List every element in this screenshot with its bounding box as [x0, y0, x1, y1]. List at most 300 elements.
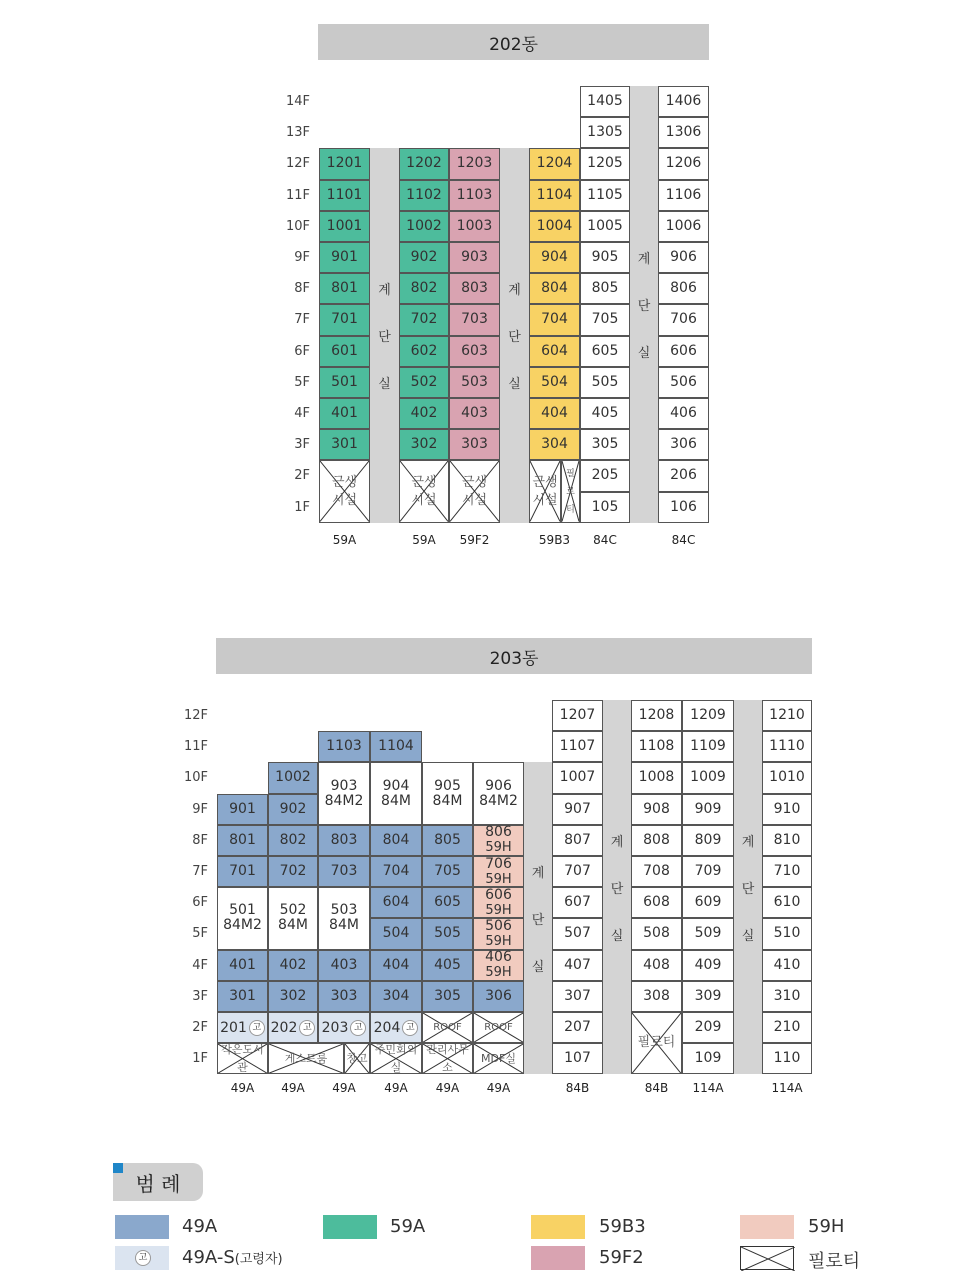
- unit-202-604-text-0: 604: [541, 342, 568, 359]
- unit-203-201-text-0: 201 고: [220, 1020, 265, 1036]
- unit-202-306-text-0: 306: [670, 436, 697, 453]
- unit-203-906-text-1: 84M2: [479, 792, 518, 809]
- unit-202-105: [580, 492, 630, 523]
- stairwell-202-a-char-2: 실: [378, 377, 391, 393]
- stairwell-203-a: [524, 762, 552, 1074]
- roof-203-b: [473, 1012, 524, 1043]
- facility-202-d-text-1: 시설: [532, 492, 558, 508]
- unit-202-1105-text-0: 1105: [587, 186, 623, 203]
- unit-203-704: [370, 856, 422, 887]
- unit-203-708-text-0: 708: [643, 863, 670, 880]
- unit-202-305: [580, 429, 630, 460]
- unit-203-609-text-0: 609: [694, 894, 722, 911]
- unit-203-506: [473, 918, 524, 949]
- unit-203-408: [631, 950, 682, 981]
- unit-203-803: [318, 825, 370, 856]
- unit-203-604-text-0: 604: [382, 894, 410, 911]
- floor-label-202-12F: 12F: [285, 156, 310, 172]
- type-label-203-5: 49A: [486, 1081, 511, 1095]
- unit-202-1004-text-0: 1004: [536, 217, 573, 234]
- unit-203-1103-text-0: 1103: [326, 738, 362, 755]
- unit-202-302: [399, 429, 449, 460]
- unit-203-806-text-0: 806: [485, 824, 512, 841]
- unit-203-903-text-0: 903: [330, 777, 358, 794]
- unit-202-1202-text-0: 1202: [406, 155, 442, 172]
- unit-202-506-text-0: 506: [670, 373, 697, 390]
- unit-202-404: [529, 398, 580, 429]
- unit-202-701: [319, 304, 370, 335]
- floor-label-202-5F: 5F: [294, 374, 310, 390]
- type-label-202-2: 59F2: [459, 533, 490, 547]
- unit-203-802-text-0: 802: [279, 831, 307, 848]
- unit-202-1101: [319, 180, 370, 211]
- unit-203-505-text-0: 505: [434, 925, 461, 942]
- unit-203-707: [552, 856, 603, 887]
- unit-203-901: [217, 794, 268, 825]
- floor-label-202-11F: 11F: [285, 187, 310, 203]
- unit-203-707-text-0: 707: [564, 863, 591, 880]
- unit-203-408-text-0: 408: [643, 956, 670, 973]
- unit-203-306-text-0: 306: [485, 987, 512, 1004]
- unit-202-602-text-0: 602: [410, 342, 438, 359]
- unit-203-810: [762, 825, 812, 856]
- floor-label-202-7F: 7F: [294, 312, 310, 328]
- unit-202-802: [399, 273, 449, 304]
- unit-203-509-text-0: 509: [694, 925, 722, 942]
- unit-203-606: [473, 887, 524, 918]
- legend-label-59h: 59H: [808, 1216, 845, 1237]
- unit-203-703: [318, 856, 370, 887]
- unit-202-803: [449, 273, 500, 304]
- unit-202-702-text-0: 702: [410, 311, 438, 328]
- unit-203-1010-text-0: 1010: [769, 769, 805, 786]
- facility-202-b-text-0: 근생: [411, 474, 437, 490]
- legend-label-49a-s-note: (고령자): [234, 1252, 283, 1267]
- unit-203-908: [631, 794, 682, 825]
- unit-202-401-text-0: 401: [331, 405, 358, 422]
- unit-203-507-text-0: 507: [564, 925, 591, 942]
- unit-203-610: [762, 887, 812, 918]
- facility-202-b: [399, 460, 449, 522]
- unit-203-607: [552, 887, 603, 918]
- unit-202-1103-text-0: 1103: [456, 186, 493, 203]
- facility-202-d: [529, 460, 561, 522]
- unit-202-505-text-0: 505: [591, 373, 619, 390]
- unit-203-405: [422, 950, 473, 981]
- legend-swatch-49a: [115, 1215, 169, 1239]
- legend-label-49a-s: [182, 1247, 283, 1268]
- unit-203-204: [370, 1012, 422, 1043]
- unit-202-705-text-0: 705: [591, 311, 619, 328]
- unit-203-501-text-1: 84M2: [223, 917, 262, 934]
- unit-203-801-text-0: 801: [229, 831, 256, 848]
- unit-202-1406-text-0: 1406: [665, 93, 702, 110]
- unit-203-309-text-0: 309: [694, 987, 722, 1004]
- unit-202-605-text-0: 605: [591, 342, 619, 359]
- unit-203-902: [268, 794, 318, 825]
- unit-202-701-text-0: 701: [331, 311, 358, 328]
- unit-203-903-text-1: 84M2: [324, 792, 364, 809]
- floor-label-202-13F: 13F: [285, 125, 310, 141]
- unit-202-1204: [529, 148, 580, 179]
- stairwell-203-c: [734, 700, 762, 1074]
- legend-swatch-49a-s: [115, 1246, 169, 1270]
- unit-202-106: [658, 492, 709, 523]
- unit-203-305: [422, 981, 473, 1012]
- unit-202-1203-text-0: 1203: [456, 155, 493, 172]
- unit-203-504-text-0: 504: [382, 925, 410, 942]
- unit-202-606: [658, 336, 709, 367]
- floor-label-203-10F: 10F: [183, 770, 208, 786]
- facility-202-c-text-0: 근생: [461, 474, 488, 490]
- unit-203-1110-text-0: 1110: [769, 738, 805, 755]
- unit-203-702: [268, 856, 318, 887]
- unit-202-1003-text-0: 1003: [456, 217, 493, 234]
- piloti-203: [631, 1012, 682, 1074]
- unit-203-306: [473, 981, 524, 1012]
- unit-203-501: [217, 887, 268, 949]
- floor-label-202-9F: 9F: [294, 250, 310, 265]
- unit-202-706: [658, 304, 709, 335]
- unit-203-508: [631, 918, 682, 949]
- type-label-202-5: 84C: [671, 533, 696, 547]
- unit-202-1005: [580, 211, 630, 242]
- unit-202-1205-text-0: 1205: [587, 155, 623, 172]
- unit-203-904-text-0: 904: [382, 777, 410, 794]
- unit-203-703-text-0: 703: [330, 863, 358, 880]
- unit-203-908-text-0: 908: [643, 800, 670, 817]
- unit-202-1005-text-0: 1005: [587, 217, 623, 234]
- unit-202-205: [580, 460, 630, 491]
- unit-203-1107: [552, 731, 603, 762]
- unit-202-805-text-0: 805: [591, 280, 619, 297]
- unit-202-306: [658, 429, 709, 460]
- unit-203-909: [682, 794, 734, 825]
- legend-swatch-59b3: [531, 1215, 585, 1239]
- unit-202-806-text-0: 806: [670, 280, 697, 297]
- unit-202-1103: [449, 180, 500, 211]
- unit-203-402: [268, 950, 318, 981]
- unit-203-110-text-0: 110: [773, 1050, 801, 1067]
- unit-202-1204-text-0: 1204: [536, 155, 573, 172]
- unit-203-202-text-0: 202 고: [271, 1020, 316, 1036]
- facility-203-1-text-0: 게스트룸: [284, 1051, 328, 1065]
- facility-202-b-text-1: 시설: [411, 492, 437, 508]
- unit-203-906-text-0: 906: [485, 777, 512, 794]
- unit-202-1006: [658, 211, 709, 242]
- unit-202-802-text-0: 802: [410, 280, 438, 297]
- unit-202-801-text-0: 801: [331, 280, 358, 297]
- stairwell-203-c-char-2: 실: [741, 928, 755, 944]
- unit-203-310-text-0: 310: [773, 987, 801, 1004]
- legend-swatch-59a: [323, 1215, 377, 1239]
- unit-202-605: [580, 336, 630, 367]
- unit-203-808: [631, 825, 682, 856]
- unit-202-706-text-0: 706: [670, 311, 697, 328]
- unit-203-907-text-0: 907: [564, 800, 591, 817]
- unit-203-904: [370, 762, 422, 824]
- unit-203-804: [370, 825, 422, 856]
- unit-203-309: [682, 981, 734, 1012]
- unit-202-303-text-0: 303: [461, 436, 488, 453]
- legend-label-piloti: 필로티: [808, 1251, 861, 1272]
- stairwell-203-a-char-0: 계: [531, 865, 545, 881]
- stairwell-203-b-char-0: 계: [610, 834, 624, 850]
- unit-203-502-text-0: 502: [279, 902, 307, 919]
- unit-203-909-text-0: 909: [694, 800, 722, 817]
- facility-203-3-text-0: 주민회의실: [374, 1042, 418, 1074]
- unit-202-705: [580, 304, 630, 335]
- type-label-202-4: 84C: [593, 533, 617, 547]
- floor-label-202-4F: 4F: [294, 406, 310, 421]
- unit-202-501-text-0: 501: [331, 373, 358, 390]
- unit-203-209-text-0: 209: [694, 1019, 722, 1036]
- unit-203-304-text-0: 304: [382, 987, 410, 1004]
- unit-203-1010: [762, 762, 812, 793]
- unit-203-109: [682, 1043, 734, 1074]
- unit-203-407-text-0: 407: [564, 956, 591, 973]
- unit-203-401: [217, 950, 268, 981]
- unit-202-1104: [529, 180, 580, 211]
- facility-202-d-text-0: 근생: [532, 474, 558, 490]
- floor-label-202-8F: 8F: [294, 281, 310, 297]
- legend-label-59b3: 59B3: [599, 1216, 646, 1237]
- unit-203-1210-text-0: 1210: [769, 707, 805, 724]
- stairwell-203-b-char-2: 실: [610, 928, 624, 944]
- unit-202-905-text-0: 905: [591, 249, 619, 266]
- stairwell-203-c-char-1: 단: [741, 881, 755, 897]
- stairwell-203-a-char-2: 실: [531, 959, 545, 975]
- unit-203-302: [268, 981, 318, 1012]
- unit-203-708: [631, 856, 682, 887]
- unit-203-807: [552, 825, 603, 856]
- unit-202-401: [319, 398, 370, 429]
- unit-203-301-text-0: 301: [229, 987, 256, 1004]
- unit-203-110: [762, 1043, 812, 1074]
- facility-202-c: [449, 460, 500, 522]
- unit-203-608: [631, 887, 682, 918]
- unit-203-1208: [631, 700, 682, 731]
- unit-203-303: [318, 981, 370, 1012]
- unit-203-802: [268, 825, 318, 856]
- unit-202-602: [399, 336, 449, 367]
- unit-202-1206-text-0: 1206: [665, 155, 702, 172]
- unit-203-1208-text-0: 1208: [638, 707, 675, 724]
- unit-203-307-text-0: 307: [564, 987, 591, 1004]
- unit-202-1003: [449, 211, 500, 242]
- unit-202-206: [658, 460, 709, 491]
- facility-202-a-text-0: 근생: [331, 474, 358, 490]
- unit-203-1107-text-0: 1107: [559, 738, 596, 755]
- unit-202-805: [580, 273, 630, 304]
- unit-202-1203: [449, 148, 500, 179]
- unit-203-210: [762, 1012, 812, 1043]
- unit-203-308-text-0: 308: [643, 987, 670, 1004]
- stairwell-202-c: [630, 86, 658, 523]
- type-label-203-9: 114A: [771, 1081, 803, 1095]
- unit-202-904: [529, 242, 580, 273]
- unit-202-303: [449, 429, 500, 460]
- unit-202-503-text-0: 503: [461, 373, 488, 390]
- floor-label-203-9F: 9F: [192, 801, 208, 817]
- unit-203-510: [762, 918, 812, 949]
- type-label-203-4: 49A: [435, 1081, 460, 1095]
- unit-203-308: [631, 981, 682, 1012]
- unit-203-910: [762, 794, 812, 825]
- unit-203-107: [552, 1043, 603, 1074]
- unit-203-504: [370, 918, 422, 949]
- unit-202-1305: [580, 117, 630, 148]
- unit-203-809-text-0: 809: [694, 831, 722, 848]
- unit-203-508-text-0: 508: [643, 925, 670, 942]
- legend-label-49a-s-text: 49A-S: [182, 1247, 235, 1268]
- unit-202-806: [658, 273, 709, 304]
- facility-203-5: [473, 1043, 524, 1074]
- unit-203-202: [268, 1012, 318, 1043]
- piloti-202-text-0: 필로티: [566, 468, 575, 515]
- unit-203-406-text-1: 59H: [485, 965, 512, 981]
- facility-203-0: [217, 1043, 268, 1074]
- unit-202-504-text-0: 504: [541, 373, 568, 390]
- unit-202-606-text-0: 606: [670, 342, 697, 359]
- unit-203-709-text-0: 709: [694, 863, 722, 880]
- unit-203-805-text-0: 805: [434, 831, 461, 848]
- unit-202-405: [580, 398, 630, 429]
- unit-203-509: [682, 918, 734, 949]
- unit-203-207: [552, 1012, 603, 1043]
- unit-203-608-text-0: 608: [643, 894, 670, 911]
- floor-label-202-3F: 3F: [294, 437, 310, 453]
- unit-203-1007-text-0: 1007: [559, 769, 596, 786]
- unit-203-404-text-0: 404: [382, 956, 410, 973]
- unit-202-1206: [658, 148, 709, 179]
- unit-202-906-text-0: 906: [670, 249, 697, 266]
- unit-203-301: [217, 981, 268, 1012]
- facility-203-4-text-0: 관리사무소: [426, 1042, 469, 1074]
- elderly-badge: 고: [299, 1020, 315, 1036]
- unit-203-607-text-0: 607: [564, 894, 591, 911]
- unit-203-1007: [552, 762, 603, 793]
- stairwell-202-c-char-1: 단: [637, 298, 651, 314]
- unit-203-902-text-0: 902: [279, 800, 307, 817]
- unit-203-1009: [682, 762, 734, 793]
- unit-202-1201: [319, 148, 370, 179]
- unit-202-505: [580, 367, 630, 398]
- unit-203-505: [422, 918, 473, 949]
- unit-203-1207: [552, 700, 603, 731]
- unit-202-304: [529, 429, 580, 460]
- unit-202-601-text-0: 601: [331, 342, 358, 359]
- unit-202-901: [319, 242, 370, 273]
- floor-label-202-2F: 2F: [294, 468, 310, 484]
- unit-203-605: [422, 887, 473, 918]
- building-202-title: 202동: [318, 24, 709, 60]
- unit-202-402: [399, 398, 449, 429]
- unit-202-1106: [658, 180, 709, 211]
- roof-203-a-text-0: ROOF: [433, 1021, 462, 1033]
- facility-203-2: [344, 1043, 370, 1074]
- unit-202-902-text-0: 902: [410, 249, 438, 266]
- unit-202-703-text-0: 703: [461, 311, 488, 328]
- unit-202-403: [449, 398, 500, 429]
- unit-203-410-text-0: 410: [773, 956, 801, 973]
- unit-202-503: [449, 367, 500, 398]
- unit-203-404: [370, 950, 422, 981]
- unit-202-905: [580, 242, 630, 273]
- stairwell-202-b-char-2: 실: [508, 377, 521, 393]
- unit-202-1001: [319, 211, 370, 242]
- unit-203-706-text-1: 59H: [485, 871, 512, 887]
- roof-203-b-text-0: ROOF: [484, 1021, 513, 1033]
- unit-202-506: [658, 367, 709, 398]
- unit-203-503: [318, 887, 370, 949]
- unit-202-603: [449, 336, 500, 367]
- unit-203-506-text-0: 506: [485, 917, 512, 934]
- floor-label-202-1F: 1F: [294, 499, 310, 515]
- unit-202-601: [319, 336, 370, 367]
- unit-203-702-text-0: 702: [279, 863, 307, 880]
- unit-202-801: [319, 273, 370, 304]
- unit-203-107-text-0: 107: [564, 1050, 591, 1067]
- unit-202-804: [529, 273, 580, 304]
- unit-202-502: [399, 367, 449, 398]
- unit-203-809: [682, 825, 734, 856]
- unit-203-805: [422, 825, 473, 856]
- type-label-202-3: 59B3: [538, 533, 571, 547]
- unit-203-1210: [762, 700, 812, 731]
- unit-202-406: [658, 398, 709, 429]
- unit-203-803-text-0: 803: [330, 831, 358, 848]
- unit-203-203: [318, 1012, 370, 1043]
- unit-202-604: [529, 336, 580, 367]
- unit-202-703: [449, 304, 500, 335]
- unit-202-301: [319, 429, 370, 460]
- unit-202-903-text-0: 903: [461, 249, 488, 266]
- unit-203-407: [552, 950, 603, 981]
- unit-203-705-text-0: 705: [434, 863, 461, 880]
- unit-203-303-text-0: 303: [330, 987, 358, 1004]
- unit-203-704-text-0: 704: [382, 863, 410, 880]
- unit-202-301-text-0: 301: [331, 436, 358, 453]
- unit-202-804-text-0: 804: [541, 280, 568, 297]
- floor-label-203-5F: 5F: [192, 926, 208, 942]
- unit-203-406-text-0: 406: [485, 949, 512, 966]
- unit-203-207-text-0: 207: [564, 1019, 591, 1036]
- unit-203-503-text-1: 84M: [329, 917, 359, 934]
- unit-203-709: [682, 856, 734, 887]
- legend-swatch-59h: [740, 1215, 794, 1239]
- legend-title: 범 례: [113, 1163, 203, 1201]
- unit-202-406-text-0: 406: [670, 405, 697, 422]
- unit-203-609: [682, 887, 734, 918]
- unit-203-806: [473, 825, 524, 856]
- unit-202-504: [529, 367, 580, 398]
- unit-203-507: [552, 918, 603, 949]
- facility-202-a-text-1: 시설: [331, 492, 358, 508]
- unit-203-701-text-0: 701: [229, 863, 256, 880]
- unit-203-801: [217, 825, 268, 856]
- unit-202-603-text-0: 603: [461, 342, 488, 359]
- unit-203-706-text-0: 706: [485, 855, 512, 872]
- unit-203-610-text-0: 610: [773, 894, 801, 911]
- unit-202-1305-text-0: 1305: [587, 124, 623, 141]
- unit-203-903: [318, 762, 370, 824]
- unit-202-1002-text-0: 1002: [406, 217, 442, 234]
- unit-203-310: [762, 981, 812, 1012]
- unit-202-1201-text-0: 1201: [326, 155, 363, 172]
- unit-203-701: [217, 856, 268, 887]
- legend-elderly-badge: 고: [135, 1250, 151, 1266]
